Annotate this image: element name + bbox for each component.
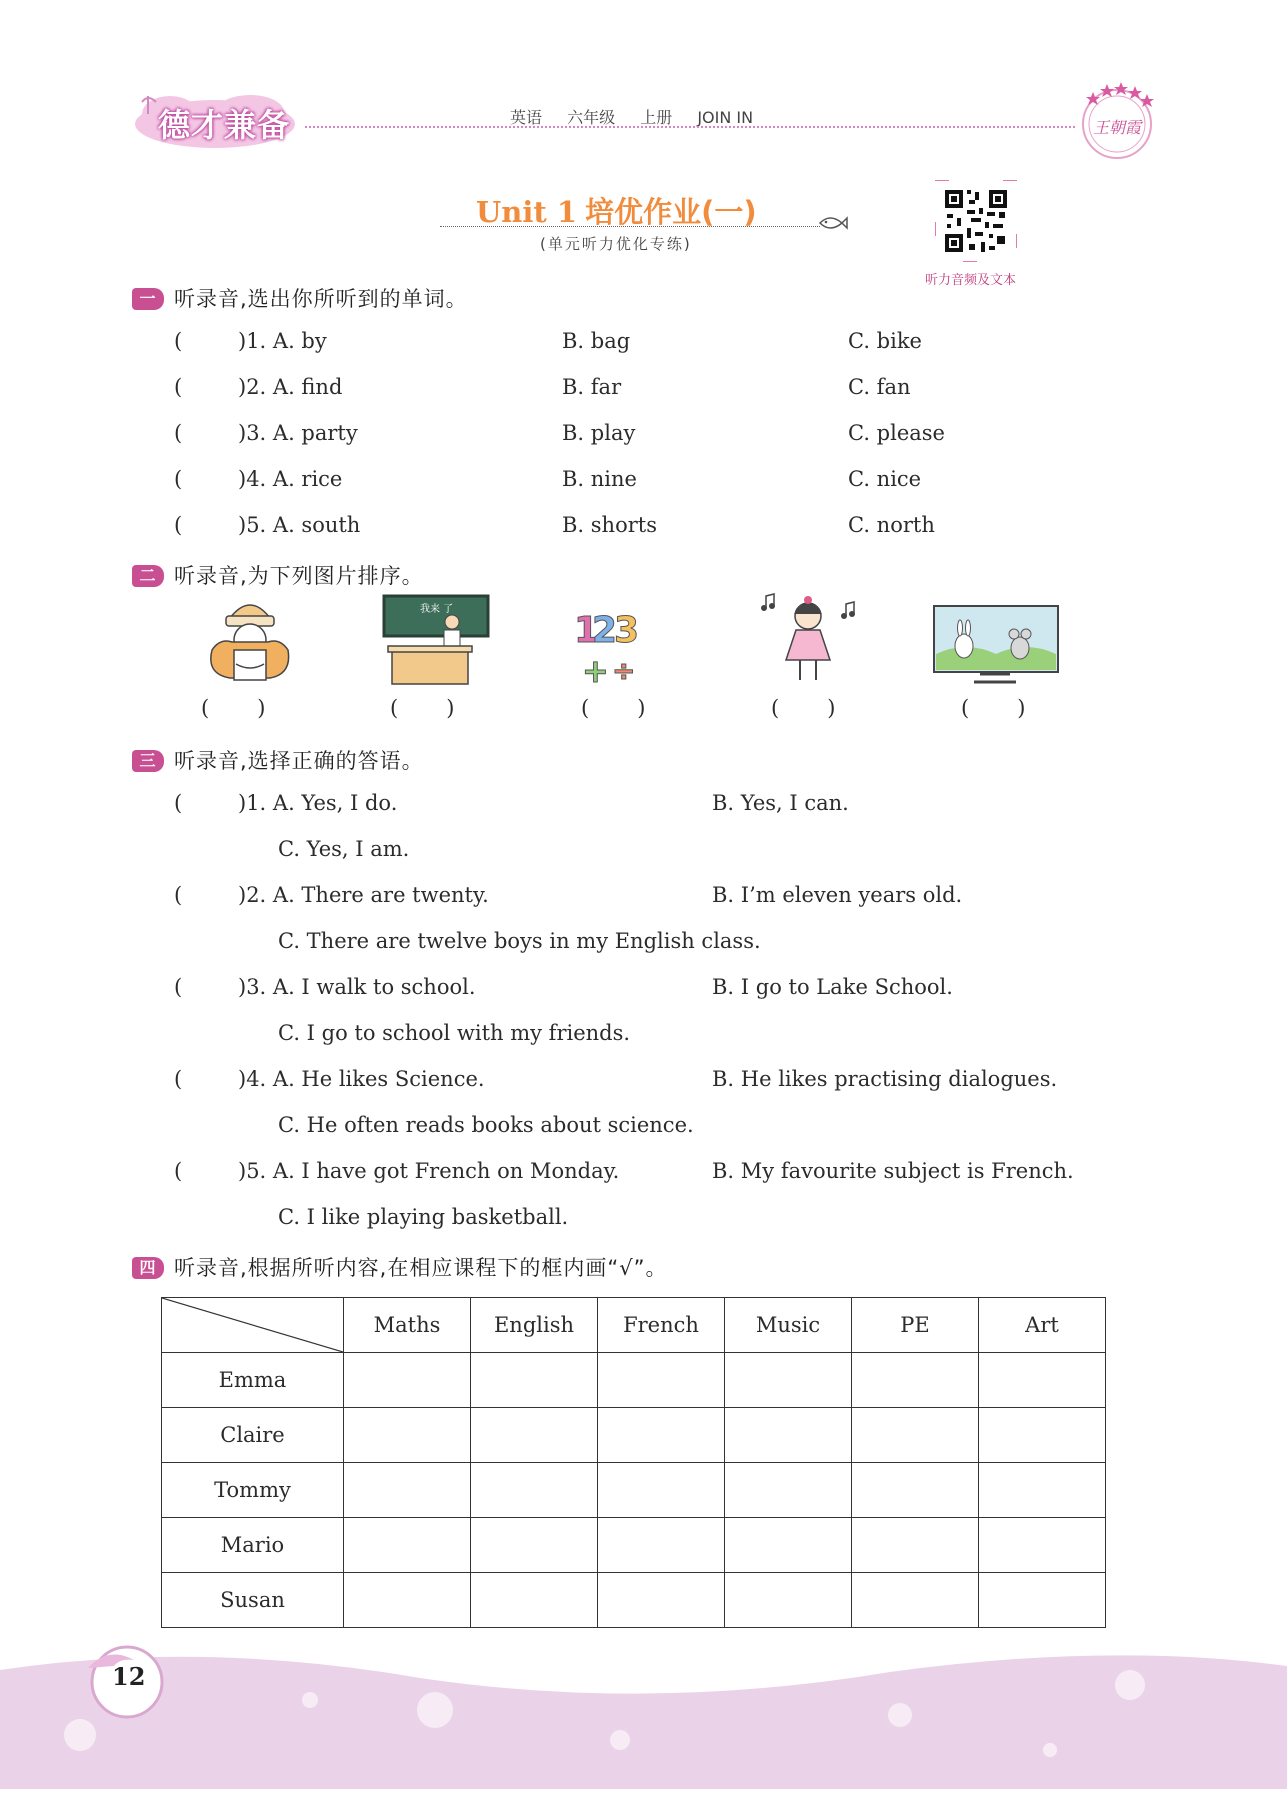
paren-open: ( bbox=[581, 696, 590, 720]
table-row bbox=[162, 1408, 1106, 1463]
check-cell[interactable] bbox=[598, 1518, 725, 1573]
list-item: C. please bbox=[848, 421, 945, 445]
check-cell[interactable] bbox=[471, 1463, 598, 1518]
title-name: 培优作业(一) bbox=[585, 195, 757, 229]
answer-paren[interactable]: ( bbox=[174, 791, 183, 815]
picture-tv bbox=[930, 590, 1050, 690]
blackboard-text: 我来 了 bbox=[420, 604, 454, 615]
check-cell[interactable] bbox=[471, 1353, 598, 1408]
unit-label: Unit 1 bbox=[476, 195, 578, 229]
check-cell[interactable] bbox=[852, 1463, 979, 1518]
list-item: )3. A. party bbox=[238, 421, 358, 445]
check-cell[interactable] bbox=[725, 1573, 852, 1628]
paren-close: ) bbox=[257, 696, 266, 720]
svg-text:1: 1 bbox=[574, 610, 600, 651]
row-header: Tommy bbox=[162, 1463, 344, 1518]
answer-paren-open[interactable]: ( bbox=[174, 467, 183, 491]
page-subtitle: (单元听力优化专练) bbox=[540, 235, 692, 253]
order-answer-3[interactable] bbox=[581, 696, 645, 720]
list-item: B. play bbox=[562, 421, 636, 445]
option-b: B. I go to Lake School. bbox=[712, 975, 953, 999]
paren-open: ( bbox=[771, 696, 780, 720]
check-cell[interactable] bbox=[344, 1573, 471, 1628]
check-cell[interactable] bbox=[344, 1463, 471, 1518]
page-title bbox=[476, 190, 757, 231]
list-item bbox=[174, 513, 182, 537]
check-cell[interactable] bbox=[979, 1573, 1106, 1628]
option-a: )4. A. He likes Science. bbox=[238, 1067, 485, 1091]
paren-close: ) bbox=[637, 696, 646, 720]
section4-badge: 四 bbox=[132, 1257, 164, 1279]
stamp-seal-icon bbox=[1075, 78, 1160, 163]
check-cell[interactable] bbox=[725, 1408, 852, 1463]
fish-icon bbox=[818, 212, 848, 234]
check-cell[interactable] bbox=[344, 1518, 471, 1573]
check-cell[interactable] bbox=[471, 1408, 598, 1463]
check-cell[interactable] bbox=[344, 1353, 471, 1408]
table-row bbox=[162, 1573, 1106, 1628]
list-item: C. bike bbox=[848, 329, 922, 353]
paren-close: ) bbox=[827, 696, 836, 720]
publisher-stamp bbox=[1075, 78, 1160, 163]
page-footer bbox=[0, 1640, 1287, 1789]
footer-wave-icon bbox=[0, 1640, 1287, 1789]
row-header: Susan bbox=[162, 1573, 344, 1628]
column-header: Art bbox=[979, 1298, 1106, 1353]
svg-text:王朝霞: 王朝霞 bbox=[1092, 118, 1142, 137]
answer-paren[interactable]: ( bbox=[174, 1067, 183, 1091]
header-term: 上册 bbox=[640, 108, 673, 127]
check-cell[interactable] bbox=[852, 1353, 979, 1408]
check-cell[interactable] bbox=[979, 1408, 1106, 1463]
brand-text: 德才兼备 bbox=[158, 106, 291, 144]
paren-close: ) bbox=[1017, 696, 1026, 720]
diagonal-line bbox=[162, 1298, 343, 1352]
list-item: )5. A. south bbox=[238, 513, 361, 537]
header-subject: 英语 bbox=[510, 108, 543, 127]
paren-open: ( bbox=[390, 696, 399, 720]
list-item: )1. A. by bbox=[238, 329, 327, 353]
answer-paren[interactable]: ( bbox=[174, 975, 183, 999]
section3-heading bbox=[132, 745, 424, 775]
table-row bbox=[162, 1353, 1106, 1408]
order-answer-4[interactable] bbox=[771, 696, 835, 720]
column-header: Maths bbox=[344, 1298, 471, 1353]
header-divider bbox=[305, 126, 1075, 128]
title-underline bbox=[440, 226, 820, 227]
option-c: C. I like playing basketball. bbox=[278, 1205, 569, 1229]
option-b: B. He likes practising dialogues. bbox=[712, 1067, 1058, 1091]
list-item bbox=[174, 467, 182, 491]
option-c: C. He often reads books about science. bbox=[278, 1113, 694, 1137]
row-header: Emma bbox=[162, 1353, 344, 1408]
section4-heading-text: 听录音,根据所听内容,在相应课程下的框内画“√”。 bbox=[174, 1256, 668, 1280]
paren-close: ) bbox=[446, 696, 455, 720]
check-cell[interactable] bbox=[852, 1518, 979, 1573]
answer-paren[interactable]: ( bbox=[174, 1159, 183, 1183]
section2-badge: 二 bbox=[132, 565, 164, 587]
picture-classroom bbox=[380, 590, 500, 690]
column-header: PE bbox=[852, 1298, 979, 1353]
option-c: C. I go to school with my friends. bbox=[278, 1021, 631, 1045]
column-header: Music bbox=[725, 1298, 852, 1353]
list-item: C. north bbox=[848, 513, 935, 537]
girl-singing-icon bbox=[756, 590, 876, 690]
option-a: )3. A. I walk to school. bbox=[238, 975, 476, 999]
header-meta bbox=[510, 105, 773, 128]
list-item bbox=[174, 421, 182, 445]
section1-badge: 一 bbox=[132, 288, 164, 310]
picture-music bbox=[756, 590, 876, 690]
list-item: B. shorts bbox=[562, 513, 657, 537]
option-c: C. Yes, I am. bbox=[278, 837, 410, 861]
section2-heading bbox=[132, 560, 424, 590]
option-a: )5. A. I have got French on Monday. bbox=[238, 1159, 620, 1183]
option-b: B. My favourite subject is French. bbox=[712, 1159, 1074, 1183]
list-item: )2. A. find bbox=[238, 375, 343, 399]
paren-open: ( bbox=[201, 696, 210, 720]
column-header: French bbox=[598, 1298, 725, 1353]
answer-paren-open[interactable]: ( bbox=[174, 421, 183, 445]
qr-caption: 听力音频及文本 bbox=[925, 273, 1017, 288]
check-cell[interactable] bbox=[852, 1573, 979, 1628]
row-header: Claire bbox=[162, 1408, 344, 1463]
check-cell[interactable] bbox=[852, 1408, 979, 1463]
order-answer-2[interactable] bbox=[390, 696, 454, 720]
answer-paren-open[interactable]: ( bbox=[174, 375, 183, 399]
check-cell[interactable] bbox=[471, 1573, 598, 1628]
table-row bbox=[162, 1463, 1106, 1518]
order-answer-5[interactable] bbox=[961, 696, 1025, 720]
check-cell[interactable] bbox=[979, 1463, 1106, 1518]
section3-badge: 三 bbox=[132, 750, 164, 772]
qr-code[interactable] bbox=[935, 180, 1017, 262]
row-header: Mario bbox=[162, 1518, 344, 1573]
timetable-grid bbox=[161, 1297, 1106, 1628]
qr-code-icon bbox=[935, 180, 1017, 262]
picture-winter-clothes bbox=[190, 590, 310, 690]
section4-heading bbox=[132, 1252, 668, 1282]
check-cell[interactable] bbox=[725, 1463, 852, 1518]
check-cell[interactable] bbox=[471, 1518, 598, 1573]
option-b: B. Yes, I can. bbox=[712, 791, 849, 815]
list-item: )4. A. rice bbox=[238, 467, 343, 491]
brand-logo bbox=[130, 92, 300, 150]
check-cell[interactable] bbox=[979, 1353, 1106, 1408]
paren-open: ( bbox=[961, 696, 970, 720]
check-cell[interactable] bbox=[598, 1353, 725, 1408]
list-item: B. nine bbox=[562, 467, 637, 491]
section1-heading-text: 听录音,选出你所听到的单词。 bbox=[174, 287, 468, 311]
list-item bbox=[174, 375, 182, 399]
check-cell[interactable] bbox=[725, 1518, 852, 1573]
section2-heading-text: 听录音,为下列图片排序。 bbox=[174, 564, 424, 588]
answer-paren-open[interactable]: ( bbox=[174, 329, 183, 353]
order-answer-1[interactable] bbox=[201, 696, 265, 720]
blackboard-teacher-icon bbox=[380, 590, 500, 690]
svg-text:+: + bbox=[582, 652, 609, 690]
tv-icon bbox=[930, 590, 1060, 690]
check-cell[interactable] bbox=[725, 1353, 852, 1408]
check-cell[interactable] bbox=[598, 1573, 725, 1628]
check-cell[interactable] bbox=[598, 1463, 725, 1518]
check-cell[interactable] bbox=[979, 1518, 1106, 1573]
list-item bbox=[174, 329, 182, 353]
list-item: B. bag bbox=[562, 329, 631, 353]
option-c: C. There are twelve boys in my English class. bbox=[278, 929, 761, 953]
svg-text:3: 3 bbox=[614, 610, 640, 651]
table-header-row bbox=[162, 1298, 1106, 1353]
list-item: B. far bbox=[562, 375, 622, 399]
page-number: 12 bbox=[112, 1662, 146, 1691]
picture-maths bbox=[568, 590, 688, 690]
svg-text:÷: ÷ bbox=[612, 654, 636, 687]
header-grade: 六年级 bbox=[567, 108, 616, 127]
winter-clothes-icon bbox=[190, 590, 310, 690]
option-b: B. I’m eleven years old. bbox=[712, 883, 963, 907]
answer-paren-open[interactable]: ( bbox=[174, 513, 183, 537]
svg-text:2: 2 bbox=[592, 610, 618, 651]
header-edition: JOIN IN bbox=[697, 108, 754, 127]
check-cell[interactable] bbox=[598, 1408, 725, 1463]
column-header: English bbox=[471, 1298, 598, 1353]
option-a: )2. A. There are twenty. bbox=[238, 883, 489, 907]
table-row bbox=[162, 1518, 1106, 1573]
numbers-icon bbox=[568, 590, 688, 690]
list-item: C. nice bbox=[848, 467, 922, 491]
answer-paren[interactable]: ( bbox=[174, 883, 183, 907]
section1-heading bbox=[132, 283, 468, 313]
table-corner-cell bbox=[162, 1298, 344, 1353]
section3-heading-text: 听录音,选择正确的答语。 bbox=[174, 749, 424, 773]
option-a: )1. A. Yes, I do. bbox=[238, 791, 398, 815]
list-item: C. fan bbox=[848, 375, 911, 399]
check-cell[interactable] bbox=[344, 1408, 471, 1463]
